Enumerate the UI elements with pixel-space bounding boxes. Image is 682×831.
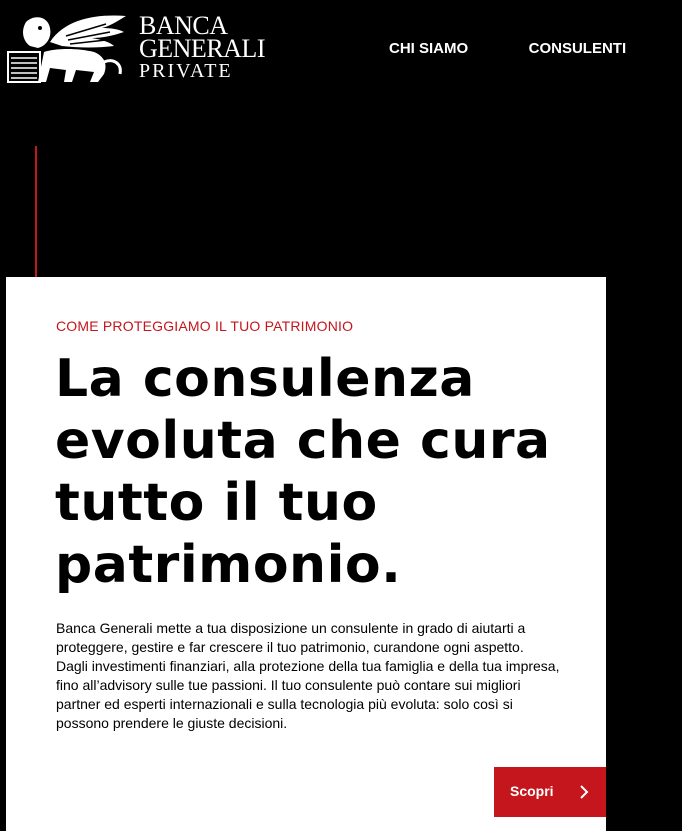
winged-lion-logo-icon [6, 12, 128, 84]
hero-paragraph-1: Banca Generali mette a tua disposizione un consulente in grado di aiutarti a proteggere, gestire e far crescere il tuo patrimonio, curandone ogni aspetto. [56, 620, 526, 655]
hero-paragraph-2: Dagli investimenti finanziari, alla protezione della tua famiglia e della tua impresa, fino all’advisory sulle tue passioni. Il tuo consulente può contare sui migliori partner ed esperti internazionali e sulla tecnologia più evoluta: solo così si possono prendere le giuste decisioni. [56, 658, 560, 731]
hero-body [56, 619, 566, 733]
hero-eyebrow: COME PROTEGGIAMO IL TUO PATRIMONIO [56, 318, 354, 334]
brand-line-2: GENERALI [139, 34, 265, 63]
brand-line-1: BANCA [139, 11, 228, 40]
nav-item-chi-siamo[interactable]: CHI SIAMO [389, 40, 469, 57]
brand-logo[interactable] [6, 12, 268, 84]
hero-card [6, 277, 606, 831]
site-header [0, 0, 627, 100]
main-nav [389, 40, 682, 58]
scopri-button-label: Scopri [510, 783, 554, 799]
nav-item-consulenti[interactable]: CONSULENTI [528, 40, 627, 57]
hero-headline: La consulenza evoluta che cura tutto il tuo patrimonio. [55, 349, 551, 595]
brand-wordmark [139, 11, 265, 82]
chevron-right-icon [578, 784, 590, 800]
scopri-button[interactable] [494, 767, 606, 817]
brand-line-3: PRIVATE [139, 60, 233, 82]
